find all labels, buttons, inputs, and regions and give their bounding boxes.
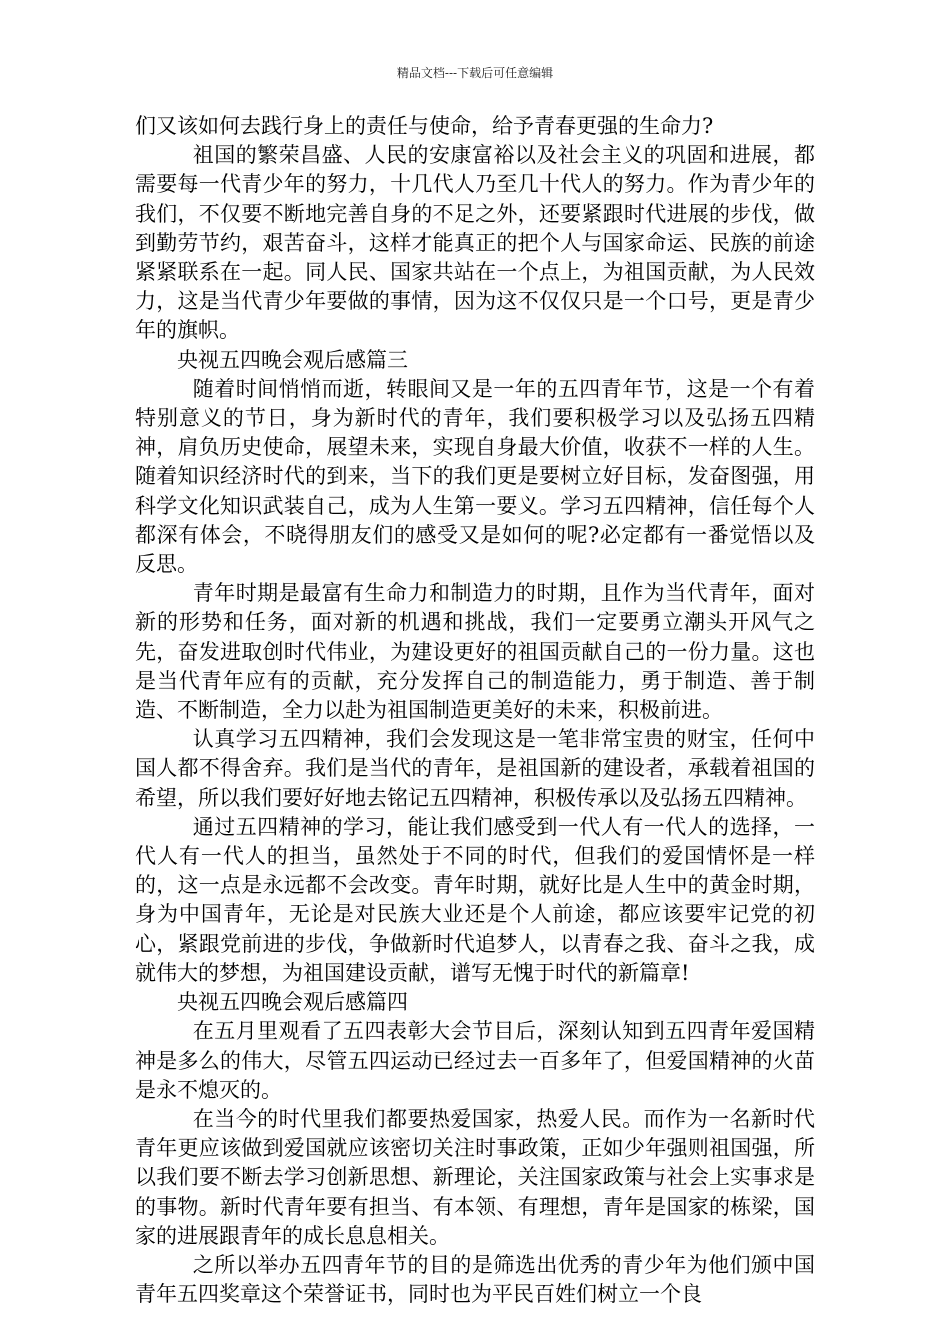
section-heading: 央视五四晚会观后感篇三 <box>177 347 408 372</box>
paragraph: 在五月里观看了五四表彰大会节目后，深刻认知到五四青年爱国精神是多么的伟大，尽管五四运动已经过去一百多年了，但爱国精神的火苗是永不熄灭的。 <box>135 1019 815 1102</box>
paragraph: 通过五四精神的学习，能让我们感受到一代人有一代人的选择，一代人有一代人的担当，虽然处于不同的时代，但我们的爱国情怀是一样的，这一点是永远都不会改变。青年时期，就好比是人生中的黄金时期，身为中国青年，无论是对民族大业还是个人前途，都应该要牢记党的初心，紧跟党前进的步伐，争做新时代追梦人，以青春之我、奋斗之我，成就伟大的梦想，为祖国建设贡献，谱写无愧于时代的新篇章! <box>135 814 815 985</box>
paragraph: 祖国的繁荣昌盛、人民的安康富裕以及社会主义的巩固和进展，都需要每一代青少年的努力，十几代人乃至几十代人的努力。作为青少年的我们，不仅要不断地完善自身的不足之外，还要紧跟时代进展的步伐，做到勤劳节约，艰苦奋斗，这样才能真正的把个人与国家命运、民族的前途紧紧联系在一起。同人民、国家共站在一个点上，为祖国贡献，为人民效力，这是当代青少年要做的事情，因为这不仅仅只是一个口号，更是青少年的旗帜。 <box>135 143 815 343</box>
paragraph: 之所以举办五四青年节的目的是筛选出优秀的青少年为他们颁中国青年五四奖章这个荣誉证书，同时也为平民百姓们树立一个良 <box>135 1252 815 1307</box>
paragraph: 认真学习五四精神，我们会发现这是一笔非常宝贵的财宝，任何中国人都不得舍弃。我们是当代的青年，是祖国新的建设者，承载着祖国的希望，所以我们要好好地去铭记五四精神，积极传承以及弘扬五四精神。 <box>135 727 815 810</box>
page-header: 精品文档---下载后可任意编辑 <box>396 66 554 80</box>
paragraph: 在当今的时代里我们都要热爱国家，热爱人民。而作为一名新时代青年更应该做到爱国就应该密切关注时事政策，正如少年强则祖国强，所以我们要不断去学习创新思想、新理论，关注国家政策与社会上实事求是的事物。新时代青年要有担当、有本领、有理想，青年是国家的栋梁，国家的进展跟青年的成长息息相关。 <box>135 1106 815 1248</box>
paragraph: 随着时间悄悄而逝，转眼间又是一年的五四青年节，这是一个有着特别意义的节日，身为新时代的青年，我们要积极学习以及弘扬五四精神，肩负历史使命，展望未来，实现自身最大价值，收获不一样的人生。随着知识经济时代的到来，当下的我们更是要树立好目标，发奋图强，用科学文化知识武装自己，成为人生第一要义。学习五四精神，信任每个人都深有体会，不晓得朋友们的感受又是如何的呢?必定都有一番觉悟以及反思。 <box>135 376 815 577</box>
section-heading: 央视五四晚会观后感篇四 <box>177 990 408 1015</box>
paragraph-continuation: 们又该如何去践行身上的责任与使命，给予青春更强的生命力? <box>135 114 714 138</box>
document-body <box>135 112 815 1309</box>
paragraph: 青年时期是最富有生命力和制造力的时期，且作为当代青年，面对新的形势和任务，面对新的机遇和挑战，我们一定要勇立潮头开风气之先，奋发进取创时代伟业，为建设更好的祖国贡献自己的一份力量。这也是当代青年应有的贡献，充分发挥自己的制造能力，勇于制造、善于制造、不断制造，全力以赴为祖国制造更美好的未来，积极前进。 <box>135 581 815 723</box>
